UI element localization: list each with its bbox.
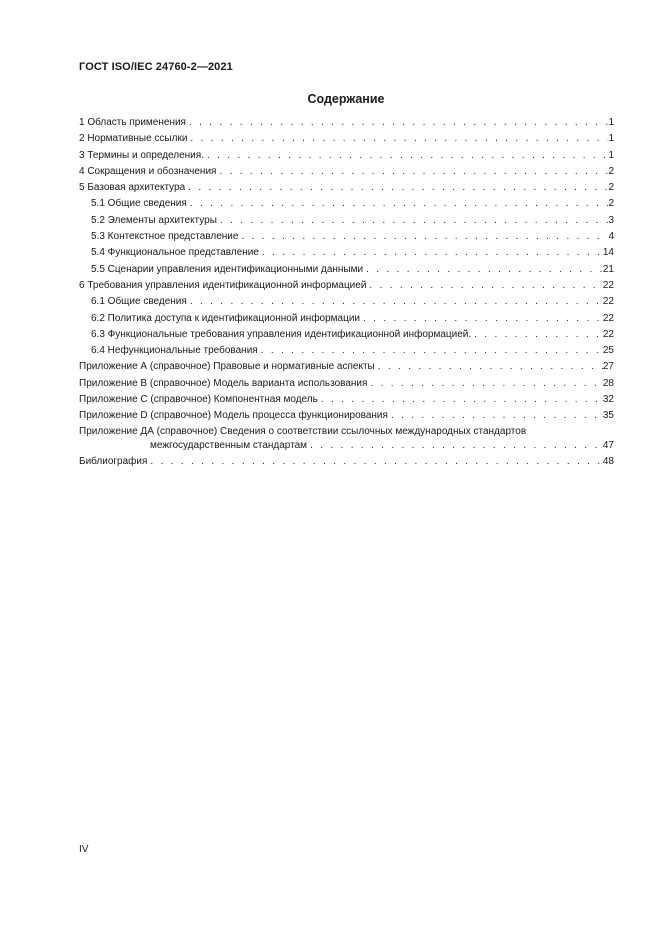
toc-entry-label: 6.1 Общие сведения [91, 296, 187, 308]
toc-entry-label: 5.3 Контекстное представление [91, 231, 239, 243]
toc-entry-page: 25 [602, 345, 614, 357]
dot-leader [471, 327, 603, 343]
toc-entry-label: Приложение С (справочное) Компонентная модель [79, 394, 318, 406]
toc-entry-label: 5.5 Сценарии управления идентификационными данными [91, 263, 364, 275]
toc-entry-label: Приложение ДА (справочное) Сведения о соответствии ссылочных международных стандартов [79, 425, 527, 437]
toc-entry[interactable] [79, 376, 614, 392]
toc-entry-page: 47 [602, 439, 614, 451]
toc-entry-page: 21 [602, 263, 614, 275]
dot-leader [185, 180, 608, 196]
dot-leader [186, 115, 608, 131]
toc-entry-appendix-da[interactable] [79, 425, 614, 454]
dot-leader [258, 343, 603, 359]
toc-entry-label: 6.3 Функциональные требования управления идентификационной информацией. [91, 328, 472, 340]
toc-entry[interactable] [79, 311, 614, 327]
toc-entry-label: 5.2 Элементы архитектуры [91, 214, 217, 226]
dot-leader [367, 376, 602, 392]
toc-entry-label: Приложение D (справочное) Модель процесса функционирования [79, 410, 388, 422]
dot-leader [375, 359, 603, 375]
toc-entry-label: 5 Базовая архитектура [79, 182, 186, 194]
dot-leader [204, 148, 608, 164]
toc-entry-label-continued: межгосударственным стандартам [150, 439, 308, 451]
toc-entry[interactable] [79, 278, 614, 294]
toc-entry-page: 27 [602, 361, 614, 373]
toc-entry[interactable] [79, 245, 614, 261]
toc-entry-page: 2 [608, 182, 614, 194]
dot-leader [216, 164, 608, 180]
toc-entry-bibliography[interactable] [79, 454, 614, 470]
toc-entry-label: 2 Нормативные ссылки [79, 133, 188, 145]
dot-leader [366, 278, 602, 294]
toc-entry-label: 5.4 Функциональное представление [91, 247, 259, 259]
page-number: IV [79, 844, 89, 855]
toc-entry[interactable] [79, 392, 614, 408]
toc-entry-label: Приложение А (справочное) Правовые и нормативные аспекты [79, 361, 375, 373]
toc-entry-page: 22 [602, 312, 614, 324]
toc-entry-label: 4 Сокращения и обозначения [79, 165, 217, 177]
toc-entry-page: 28 [602, 377, 614, 389]
toc-entry-label: 3 Термины и определения. [79, 149, 204, 161]
toc-entry-page: 4 [608, 231, 614, 243]
dot-leader [318, 392, 603, 408]
toc-entry-label: Библиография [79, 455, 148, 467]
toc-entry-label: 1 Область применения [79, 117, 186, 128]
dot-leader [187, 196, 609, 212]
toc-entry[interactable] [79, 148, 614, 164]
toc-entry-page: 32 [602, 394, 614, 406]
toc-entry-page: 22 [602, 296, 614, 308]
toc-entry-page: 2 [608, 198, 614, 210]
toc-entry[interactable] [79, 229, 614, 245]
toc-entry-label: 5.1 Общие сведения [91, 198, 187, 210]
toc-entry-page: 3 [608, 214, 614, 226]
toc-entry-label: 6 Требования управления идентификационной информацией [79, 279, 367, 291]
toc-entry[interactable] [79, 180, 614, 196]
toc-entry-page: 22 [602, 279, 614, 291]
toc-entry-label: 6.2 Политика доступа к идентификационной информации [91, 312, 361, 324]
toc-entry[interactable] [79, 213, 614, 229]
toc-entry[interactable] [79, 115, 614, 131]
toc-entry-page: 48 [602, 455, 614, 467]
dot-leader [217, 213, 609, 229]
dot-leader [238, 229, 608, 245]
toc-entry[interactable] [79, 343, 614, 359]
dot-leader [259, 245, 603, 261]
dot-leader [363, 262, 603, 278]
dot-leader [147, 454, 602, 470]
toc-entry-page: 14 [602, 247, 614, 259]
dot-leader [307, 438, 603, 454]
dot-leader [360, 311, 603, 327]
toc-entry[interactable] [79, 327, 614, 343]
toc-entry-label: 6.4 Нефункциональные требования [91, 345, 258, 357]
toc-entry[interactable] [79, 359, 614, 375]
toc-entry[interactable] [79, 408, 614, 424]
toc-entry-label: Приложение В (справочное) Модель варианта использования [79, 377, 368, 389]
dot-leader [187, 294, 603, 310]
toc-entry-page: 1 [608, 149, 614, 161]
dot-leader [187, 131, 608, 147]
toc-entry[interactable] [79, 294, 614, 310]
toc-entry-page: 1 [608, 133, 614, 145]
document-header-code: ГОСТ ISO/IEC 24760-2—2021 [79, 61, 233, 73]
toc-entry[interactable] [79, 164, 614, 180]
toc-title: Содержание [307, 92, 385, 106]
toc-entry-page: 1 [608, 117, 614, 128]
toc-entry[interactable] [79, 262, 614, 278]
table-of-contents [79, 115, 614, 470]
toc-entry[interactable] [79, 131, 614, 147]
toc-entry-page: 22 [602, 328, 614, 340]
toc-entry-page: 2 [608, 165, 614, 177]
toc-entry-page: 35 [602, 410, 614, 422]
dot-leader [388, 408, 603, 424]
toc-entry[interactable] [79, 196, 614, 212]
